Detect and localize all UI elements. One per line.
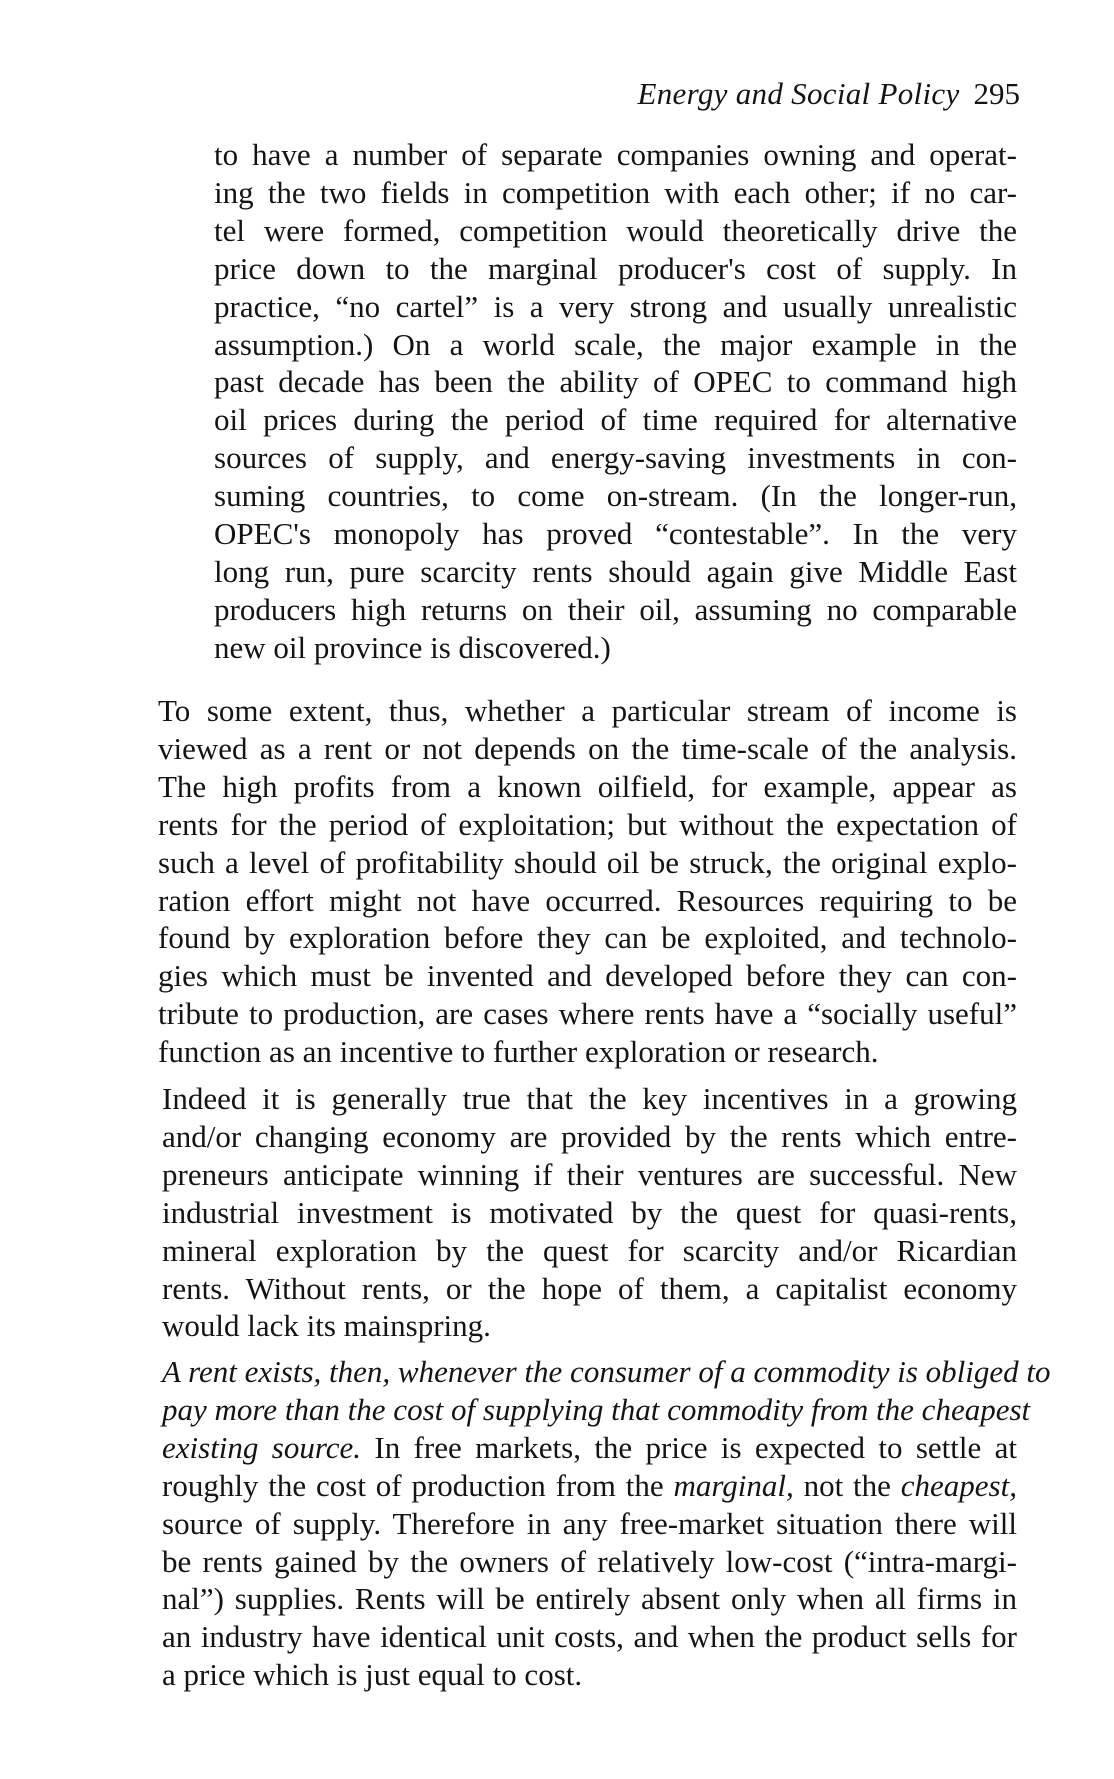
text-line: tribute to production, are cases where rents have a “socially useful” (158, 996, 1017, 1032)
italic-definition: pay more than the cost of supplying that commodity from the cheapest (162, 1391, 1031, 1427)
text-line: to have a number of separate companies owning and operat- (214, 137, 1017, 172)
italic-definition: existing source. (162, 1429, 362, 1465)
text-run: not the (793, 1467, 901, 1503)
text-line: be rents gained by the owners of relatively low-cost (“intra-margi- (162, 1543, 1017, 1579)
text-line: practice, “no cartel” is a very strong and usually unrealistic (214, 288, 1017, 324)
text-line: The high profits from a known oilfield, for example, appear as (158, 768, 1017, 804)
text-line (124, 1467, 1017, 1505)
italic-cheapest: cheapest, (900, 1467, 1017, 1503)
italic-marginal: marginal, (673, 1467, 794, 1503)
text-line: industrial investment is motivated by the quest for quasi-rents, (162, 1194, 1017, 1230)
text-line (124, 1429, 1017, 1467)
text-line: price down to the marginal producer's cost of supply. In (214, 250, 1017, 286)
text-line: would lack its mainspring. (162, 1308, 491, 1344)
text-line: a price which is just equal to cost. (162, 1657, 583, 1693)
text-run: roughly the cost of production from the (162, 1467, 674, 1503)
text-line: viewed as a rent or not depends on the time-scale of the analysis. (158, 730, 1017, 766)
text-line: function as an incentive to further exploration or research. (158, 1034, 879, 1070)
text-line: long run, pure scarcity rents should again give Middle East (214, 553, 1017, 589)
text-line: assumption.) On a world scale, the major example in the (214, 326, 1017, 362)
text-line: ing the two fields in competition with each other; if no car- (214, 174, 1017, 210)
paragraph-incentives (124, 1080, 1017, 1345)
text-line: oil prices during the period of time required for alternative (214, 402, 1017, 438)
text-line: ration effort might not have occurred. Resources requiring to be (158, 882, 1017, 918)
text-line: To some extent, thus, whether a particular stream of income is (158, 693, 1017, 728)
text-line: rents. Without rents, or the hope of them, a capitalist economy (162, 1270, 1017, 1306)
text-line: new oil province is discovered.) (214, 629, 611, 665)
text-line: nal”) supplies. Rents will be entirely absent only when all firms in (162, 1581, 1017, 1617)
text-line (124, 1353, 1051, 1391)
text-line: Indeed it is generally true that the key incentives in a growing (162, 1081, 1017, 1116)
text-line: mineral exploration by the quest for scarcity and/or Ricardian (162, 1232, 1017, 1268)
text-line: preneurs anticipate winning if their ventures are successful. New (162, 1156, 1017, 1192)
text-line: sources of supply, and energy-saving investments in con- (214, 440, 1017, 476)
text-line: rents for the period of exploitation; but without the expectation of (158, 806, 1017, 842)
running-head (620, 74, 1020, 114)
paragraph-rent-definition (124, 1353, 1051, 1694)
text-line: suming countries, to come on-stream. (In the longer-run, (214, 478, 1017, 514)
text-line: tel were formed, competition would theoretically drive the (214, 212, 1017, 248)
text-line: an industry have identical unit costs, and when the product sells for (162, 1619, 1017, 1655)
text-line: gies which must be invented and developed before they can con- (158, 958, 1017, 994)
paragraph-time-scale (124, 692, 1017, 1071)
text-line: producers high returns on their oil, assuming no comparable (214, 591, 1017, 627)
text-line: past decade has been the ability of OPEC to command high (214, 364, 1017, 400)
text-line: OPEC's monopoly has proved “contestable”. In the very (214, 516, 1017, 552)
page-number: 295 (973, 76, 1020, 111)
text-line: and/or changing economy are provided by the rents which entre- (162, 1118, 1017, 1154)
text-line: source of supply. Therefore in any free-market situation there will (162, 1505, 1017, 1541)
text-line: found by exploration before they can be exploited, and technolo- (158, 920, 1017, 956)
indented-continuation-block (214, 136, 1017, 667)
running-title: Energy and Social Policy (637, 76, 960, 111)
text-line (124, 1391, 1031, 1429)
text-line: such a level of profitability should oil be struck, the original explo- (158, 844, 1017, 880)
text-run: In free markets, the price is expected to settle at (361, 1429, 1017, 1465)
italic-definition: A rent exists, then, whenever the consumer of a commodity is obliged to (162, 1354, 1051, 1389)
